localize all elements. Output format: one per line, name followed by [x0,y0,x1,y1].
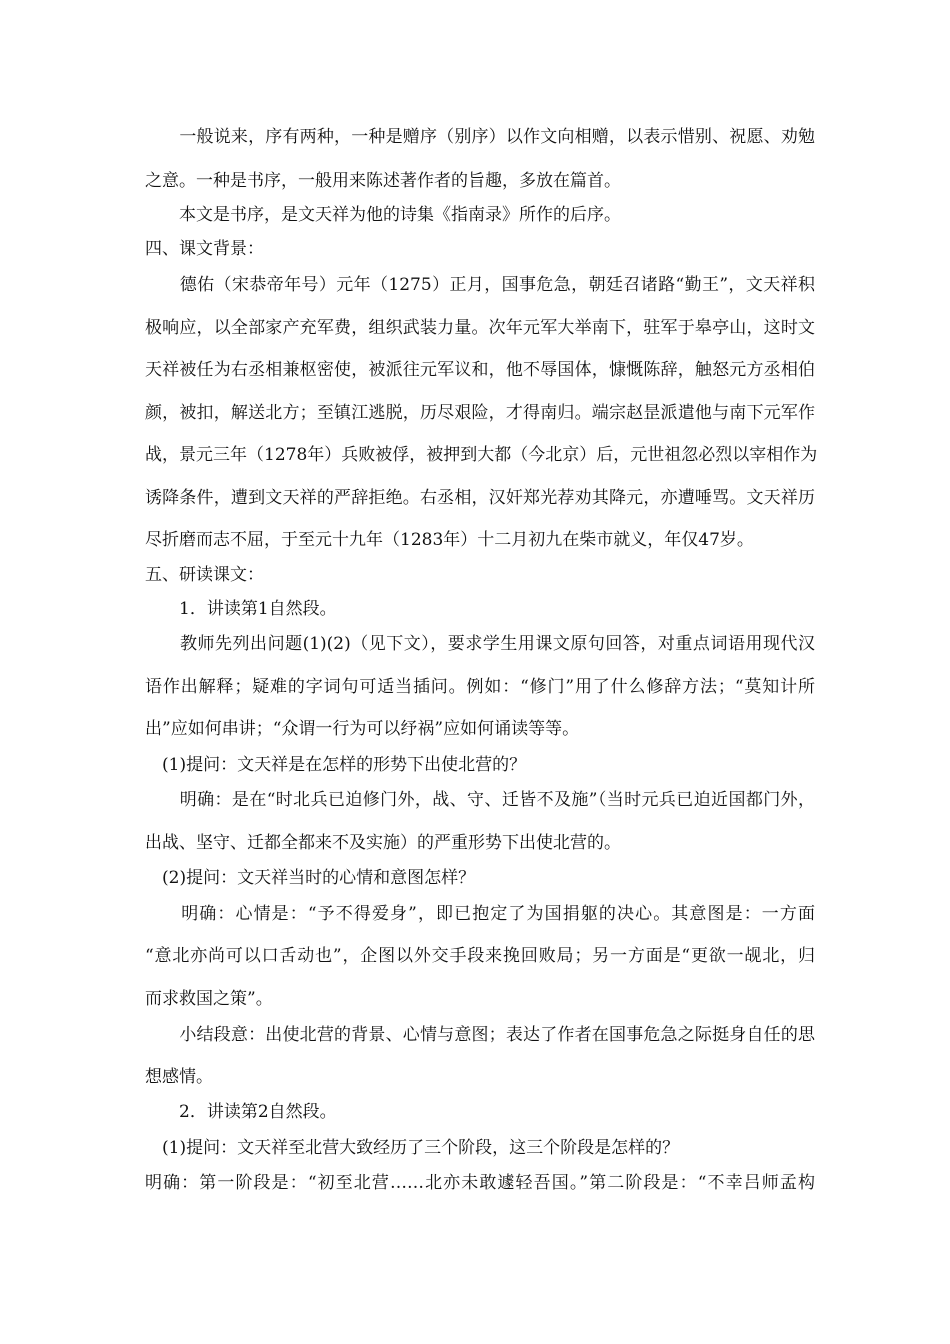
text-line: 明确：第一阶段是：“初至北营……北亦未敢遽轻吾国。”第二阶段是：“不幸吕师孟构 [145,1173,815,1193]
text-line: 极响应，以全部家产充军费，组织武装力量。次年元军大举南下，驻军于皋亭山，这时文 [145,318,815,338]
text-line: 一般说来，序有两种，一种是赠序（别序）以作文向相赠，以表示惜别、祝愿、劝勉 [145,127,815,147]
text-line: (2)提问：文天祥当时的心情和意图怎样？ [145,868,476,888]
text-line: “意北亦尚可以口舌动也”，企图以外交手段来挽回败局；另一方面是“更欲一觇北，归 [145,946,815,966]
text-line: 颜，被扣，解送北方；至镇江逃脱，历尽艰险，才得南归。端宗赵昰派遣他与南下元军作 [145,403,815,423]
text-line: 2．讲读第2自然段。 [145,1102,337,1122]
text-line: 小结段意：出使北营的背景、心情与意图；表达了作者在国事危急之际挺身自任的思 [145,1025,815,1045]
text-line: (1)提问：文天祥是在怎样的形势下出使北营的？ [145,755,527,775]
text-line: 五、研读课文： [145,565,264,585]
text-line: 出”应如何串讲；“众谓一行为可以纾祸”应如何诵读等等。 [145,719,580,739]
text-line: 出战、坚守、迁都全都来不及实施）的严重形势下出使北营的。 [145,833,621,853]
text-line: 德佑（宋恭帝年号）元年（1275）正月，国事危急，朝廷召诸路“勤王”，文天祥积 [145,275,815,295]
text-line: 四、课文背景： [145,239,264,259]
text-line: 之意。一种是书序，一般用来陈述著作者的旨趣，多放在篇首。 [145,171,621,191]
text-line: 诱降条件，遭到文天祥的严辞拒绝。右丞相，汉奸郑光荐劝其降元，亦遭唾骂。文天祥历 [145,488,815,508]
text-line: 明确：是在“时北兵已迫修门外，战、守、迁皆不及施”（当时元兵已迫近国都门外， [145,790,815,810]
text-line: 明确：心情是：“予不得爱身”，即已抱定了为国捐躯的决心。其意图是：一方面 [145,904,815,924]
text-line: 天祥被任为右丞相兼枢密使，被派往元军议和，他不辱国体，慷慨陈辞，触怒元方丞相伯 [145,360,815,380]
text-line: 而求救国之策”。 [145,989,273,1009]
text-line: 1．讲读第1自然段。 [145,599,337,619]
text-line: (1)提问：文天祥至北营大致经历了三个阶段，这三个阶段是怎样的？ [145,1138,680,1158]
text-line: 战，景元三年（1278年）兵败被俘，被押到大都（今北京）后，元世祖忽必烈以宰相作为 [145,445,818,465]
text-line: 教师先列出问题(1)(2)（见下文），要求学生用课文原句回答，对重点词语用现代汉 [145,634,815,654]
text-line: 尽折磨而志不屈，于至元十九年（1283年）十二月初九在柴市就义，年仅47岁。 [145,530,754,550]
text-line: 语作出解释；疑难的字词句可适当插问。例如：“修门”用了什么修辞方法；“莫知计所 [145,677,815,697]
text-line: 本文是书序，是文天祥为他的诗集《指南录》所作的后序。 [145,205,621,225]
text-line: 想感情。 [145,1067,213,1087]
